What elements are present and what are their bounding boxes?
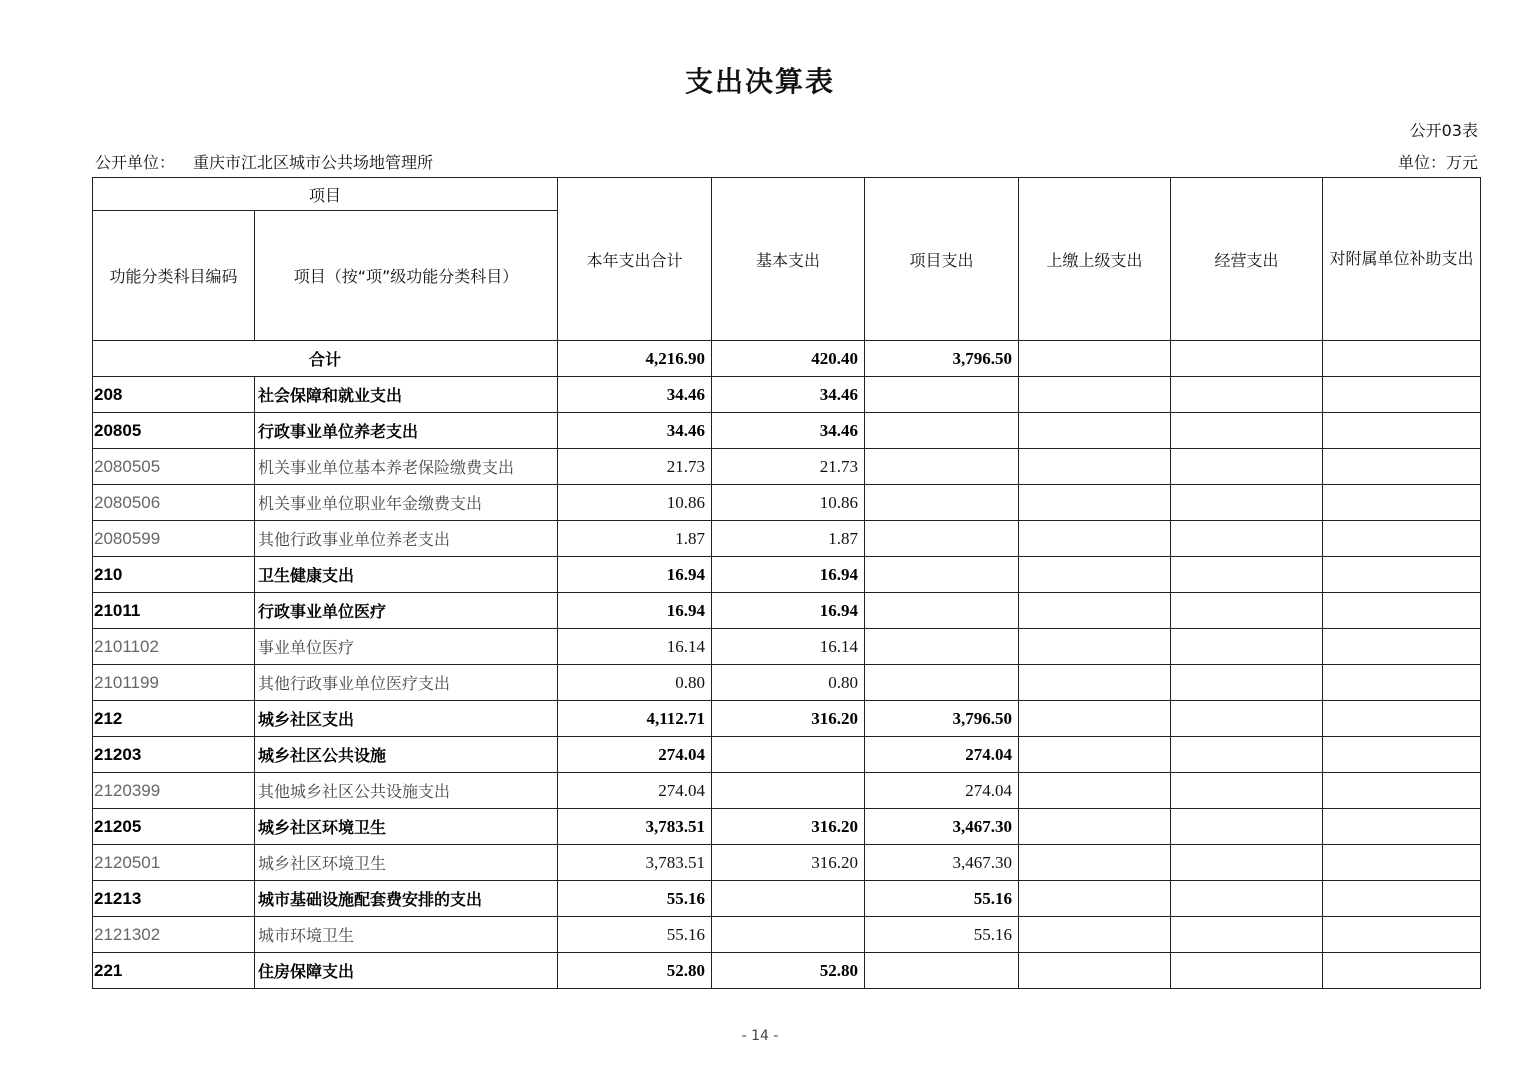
row-name: 城乡社区公共设施 <box>255 737 558 773</box>
row-basic <box>712 917 865 953</box>
row-total: 55.16 <box>558 917 712 953</box>
row-total: 34.46 <box>558 377 712 413</box>
row-business <box>1171 593 1323 629</box>
row-name: 行政事业单位养老支出 <box>255 413 558 449</box>
row-business <box>1171 845 1323 881</box>
row-upper <box>1019 809 1171 845</box>
row-name: 城乡社区支出 <box>255 701 558 737</box>
row-subsidy <box>1323 629 1481 665</box>
header-upper: 上缴上级支出 <box>1019 178 1171 341</box>
row-code: 221 <box>93 953 255 989</box>
row-name: 城市环境卫生 <box>255 917 558 953</box>
row-business <box>1171 557 1323 593</box>
total-basic: 420.40 <box>712 341 865 377</box>
row-code: 210 <box>93 557 255 593</box>
row-project <box>865 593 1019 629</box>
table-row <box>93 773 1481 809</box>
table-row <box>93 521 1481 557</box>
row-upper <box>1019 773 1171 809</box>
row-subsidy <box>1323 881 1481 917</box>
row-name: 事业单位医疗 <box>255 629 558 665</box>
header-total: 本年支出合计 <box>558 178 712 341</box>
row-code: 21205 <box>93 809 255 845</box>
row-project: 274.04 <box>865 773 1019 809</box>
row-project: 3,796.50 <box>865 701 1019 737</box>
row-business <box>1171 953 1323 989</box>
row-project: 55.16 <box>865 881 1019 917</box>
row-total: 274.04 <box>558 737 712 773</box>
table-row <box>93 377 1481 413</box>
row-basic: 16.94 <box>712 557 865 593</box>
row-business <box>1171 665 1323 701</box>
row-name: 社会保障和就业支出 <box>255 377 558 413</box>
row-upper <box>1019 413 1171 449</box>
row-project: 3,467.30 <box>865 845 1019 881</box>
row-project <box>865 953 1019 989</box>
row-total: 16.14 <box>558 629 712 665</box>
table-row <box>93 629 1481 665</box>
row-upper <box>1019 593 1171 629</box>
row-upper <box>1019 449 1171 485</box>
row-basic: 10.86 <box>712 485 865 521</box>
row-name: 其他行政事业单位养老支出 <box>255 521 558 557</box>
row-business <box>1171 449 1323 485</box>
page-number: - 14 - <box>741 1028 779 1044</box>
row-code: 21011 <box>93 593 255 629</box>
row-total: 52.80 <box>558 953 712 989</box>
row-subsidy <box>1323 845 1481 881</box>
table-row <box>93 557 1481 593</box>
row-upper <box>1019 737 1171 773</box>
row-code: 2120399 <box>93 773 255 809</box>
row-name: 其他城乡社区公共设施支出 <box>255 773 558 809</box>
row-project: 274.04 <box>865 737 1019 773</box>
row-name: 机关事业单位职业年金缴费支出 <box>255 485 558 521</box>
table-row <box>93 449 1481 485</box>
row-code: 2121302 <box>93 917 255 953</box>
table-row <box>93 881 1481 917</box>
row-subsidy <box>1323 665 1481 701</box>
expenditure-table <box>92 177 1481 989</box>
row-upper <box>1019 377 1171 413</box>
row-project <box>865 557 1019 593</box>
row-project <box>865 665 1019 701</box>
row-subsidy <box>1323 377 1481 413</box>
row-subsidy <box>1323 953 1481 989</box>
header-basic: 基本支出 <box>712 178 865 341</box>
row-business <box>1171 773 1323 809</box>
table-row <box>93 917 1481 953</box>
table-row <box>93 953 1481 989</box>
row-name: 行政事业单位医疗 <box>255 593 558 629</box>
row-subsidy <box>1323 593 1481 629</box>
currency-unit: 单位：万元 <box>1397 153 1478 172</box>
row-basic: 1.87 <box>712 521 865 557</box>
header-subsidy: 对附属单位补助支出 <box>1323 178 1481 341</box>
row-business <box>1171 377 1323 413</box>
row-total: 4,112.71 <box>558 701 712 737</box>
row-subsidy <box>1323 449 1481 485</box>
row-name: 其他行政事业单位医疗支出 <box>255 665 558 701</box>
row-business <box>1171 737 1323 773</box>
row-subsidy <box>1323 737 1481 773</box>
row-business <box>1171 701 1323 737</box>
row-basic: 52.80 <box>712 953 865 989</box>
row-name: 城乡社区环境卫生 <box>255 809 558 845</box>
row-basic: 316.20 <box>712 845 865 881</box>
row-project <box>865 485 1019 521</box>
row-upper <box>1019 701 1171 737</box>
row-total: 0.80 <box>558 665 712 701</box>
row-total: 3,783.51 <box>558 809 712 845</box>
row-upper <box>1019 629 1171 665</box>
row-business <box>1171 629 1323 665</box>
table-row <box>93 737 1481 773</box>
total-label: 合计 <box>93 341 558 377</box>
page-title: 支出决算表 <box>684 65 835 98</box>
table-row <box>93 485 1481 521</box>
row-basic: 16.94 <box>712 593 865 629</box>
table-row <box>93 413 1481 449</box>
row-basic: 34.46 <box>712 377 865 413</box>
row-total: 34.46 <box>558 413 712 449</box>
row-subsidy <box>1323 557 1481 593</box>
header-business: 经营支出 <box>1171 178 1323 341</box>
header-project: 项目支出 <box>865 178 1019 341</box>
row-subsidy <box>1323 521 1481 557</box>
row-basic <box>712 881 865 917</box>
row-basic: 316.20 <box>712 701 865 737</box>
row-subsidy <box>1323 773 1481 809</box>
row-project <box>865 413 1019 449</box>
row-total: 1.87 <box>558 521 712 557</box>
table-row <box>93 845 1481 881</box>
row-total: 274.04 <box>558 773 712 809</box>
row-business <box>1171 881 1323 917</box>
row-basic: 16.14 <box>712 629 865 665</box>
row-upper <box>1019 881 1171 917</box>
row-code: 2080506 <box>93 485 255 521</box>
row-subsidy <box>1323 917 1481 953</box>
total-subsidy <box>1323 341 1481 377</box>
row-code: 21203 <box>93 737 255 773</box>
row-total: 16.94 <box>558 557 712 593</box>
row-subsidy <box>1323 701 1481 737</box>
reporting-unit-label: 公开单位： <box>95 153 176 172</box>
header-project-group: 项目 <box>93 178 558 211</box>
row-code: 21213 <box>93 881 255 917</box>
row-project <box>865 449 1019 485</box>
row-code: 212 <box>93 701 255 737</box>
row-total: 16.94 <box>558 593 712 629</box>
row-name: 城市基础设施配套费安排的支出 <box>255 881 558 917</box>
row-name: 城乡社区环境卫生 <box>255 845 558 881</box>
row-project <box>865 629 1019 665</box>
row-code: 2101102 <box>93 629 255 665</box>
row-subsidy <box>1323 413 1481 449</box>
row-code: 208 <box>93 377 255 413</box>
row-upper <box>1019 953 1171 989</box>
row-code: 20805 <box>93 413 255 449</box>
row-subsidy <box>1323 485 1481 521</box>
total-amount: 4,216.90 <box>558 341 712 377</box>
row-code: 2080599 <box>93 521 255 557</box>
row-upper <box>1019 917 1171 953</box>
reporting-unit-name: 重庆市江北区城市公共场地管理所 <box>193 153 434 172</box>
header-name: 项目（按“项”级功能分类科目） <box>255 211 558 341</box>
row-name: 住房保障支出 <box>255 953 558 989</box>
row-total: 21.73 <box>558 449 712 485</box>
row-upper <box>1019 485 1171 521</box>
row-total: 10.86 <box>558 485 712 521</box>
table-row <box>93 593 1481 629</box>
row-name: 卫生健康支出 <box>255 557 558 593</box>
reporting-unit <box>95 150 433 173</box>
table-row <box>93 701 1481 737</box>
table-row <box>93 809 1481 845</box>
row-project <box>865 377 1019 413</box>
row-subsidy <box>1323 809 1481 845</box>
row-upper <box>1019 845 1171 881</box>
row-basic: 0.80 <box>712 665 865 701</box>
total-row <box>93 341 1481 377</box>
row-project: 3,467.30 <box>865 809 1019 845</box>
row-upper <box>1019 521 1171 557</box>
row-total: 55.16 <box>558 881 712 917</box>
row-business <box>1171 485 1323 521</box>
total-upper <box>1019 341 1171 377</box>
header-code: 功能分类科目编码 <box>93 211 255 341</box>
row-upper <box>1019 665 1171 701</box>
row-business <box>1171 809 1323 845</box>
total-business <box>1171 341 1323 377</box>
table-number: 公开03表 <box>1409 121 1478 140</box>
row-basic <box>712 773 865 809</box>
row-business <box>1171 521 1323 557</box>
total-project: 3,796.50 <box>865 341 1019 377</box>
row-total: 3,783.51 <box>558 845 712 881</box>
row-basic: 34.46 <box>712 413 865 449</box>
row-code: 2101199 <box>93 665 255 701</box>
row-basic <box>712 737 865 773</box>
row-project <box>865 521 1019 557</box>
row-project: 55.16 <box>865 917 1019 953</box>
row-code: 2080505 <box>93 449 255 485</box>
row-basic: 21.73 <box>712 449 865 485</box>
row-basic: 316.20 <box>712 809 865 845</box>
row-upper <box>1019 557 1171 593</box>
row-business <box>1171 413 1323 449</box>
row-name: 机关事业单位基本养老保险缴费支出 <box>255 449 558 485</box>
row-code: 2120501 <box>93 845 255 881</box>
table-row <box>93 665 1481 701</box>
row-business <box>1171 917 1323 953</box>
